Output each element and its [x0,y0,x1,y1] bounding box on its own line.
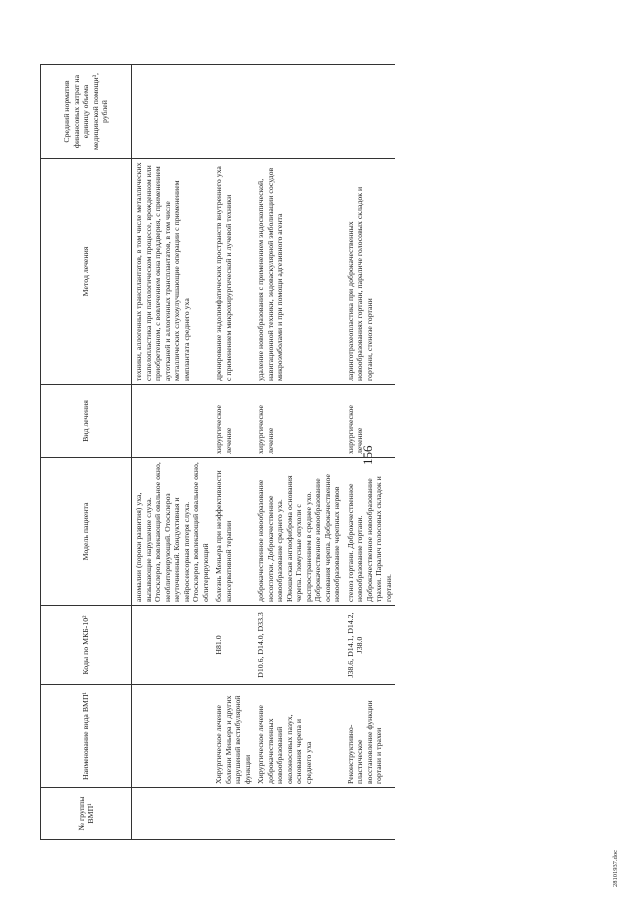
cell-vmp-name: Реконструктивно-пластическое восстановление функции гортани и трахеи [344,685,396,788]
cell-group-number [132,788,213,840]
cell-treatment-method: удаление новообразования с применением эндоскопической, навигационной техники, эндоваскулярной эмболизации сосудов микроэмболами и при помощи адгезивного агента [254,159,344,385]
header-treatment-method: Метод лечения [41,159,132,385]
cell-treatment-type: хирургическое лечение [254,385,344,458]
table-row [132,65,213,840]
vmp-table [40,64,395,840]
header-average-cost: Средний норматив финансовых затрат на единицу объема медицинской помощи³, рублей [41,65,132,159]
header-icd-codes: Коды по МКБ-10² [41,606,132,685]
page-number: 156 [360,445,375,465]
cell-treatment-type [132,385,213,458]
cell-average-cost [132,65,213,159]
cell-patient-model: стеноз гортани. Доброкачественное новообразование гортани. Доброкачественное новообразование трахеи. Паралич голосовых складок и гортани. [344,458,396,606]
cell-icd-codes: H81.0 [212,606,254,685]
cell-patient-model: болезнь Меньера при неэффективности консервативной терапии [212,458,254,606]
cell-icd-codes [132,606,213,685]
cell-treatment-method: ларинготрахеопластика при доброкачественных новообразованиях гортани, параличе голосовых складок и гортани, стенозе гортани [344,159,396,385]
cell-average-cost [212,65,254,159]
header-group-number: № группы ВМП¹ [41,788,132,840]
cell-icd-codes: D10.6, D14.0, D33.3 [254,606,344,685]
document-id: 28101937.doc [612,849,619,887]
table-row [254,65,344,840]
cell-group-number [212,788,254,840]
cell-average-cost [344,65,396,159]
table-row [212,65,254,840]
cell-vmp-name: Хирургическое лечение доброкачественных новообразований околоносовых пазух, основания черепа и среднего уха [254,685,344,788]
cell-patient-model: доброкачественное новообразование носоглотки. Доброкачественное новообразование среднего уха. Юношеская ангиофиброма основания черепа. Гломусные опухоли с распространением в среднее ухо. Доброкачественное новообразование основания черепа. Доброкачественное новообразование черепных нервов [254,458,344,606]
cell-treatment-method: дренирование эндолимфатических пространств внутреннего уха с применением микрохирургической и лучевой техники [212,159,254,385]
header-treatment-type: Вид лечения [41,385,132,458]
cell-group-number [254,788,344,840]
cell-patient-model: аномалии (пороки развития) уха, вызывающие нарушение слуха. Отосклероз, вовлекающий овальное окно, необлитерирующий. Отосклероз неуточненный. Кондуктивная и нейросенсорная потеря слуха. Отосклероз, вовлекающий овальное окно, облитерирующий [132,458,213,606]
table-row [344,65,396,840]
cell-treatment-type: хирургическое лечение [212,385,254,458]
table-header-row [41,65,132,840]
cell-treatment-type: хирургическое лечение [344,385,396,458]
cell-vmp-name: Хирургическое лечение болезни Меньера и других нарушений вестибулярной функции [212,685,254,788]
cell-icd-codes: J38.6, D14.1, D14.2, J38.0 [344,606,396,685]
cell-average-cost [254,65,344,159]
header-patient-model: Модель пациента [41,458,132,606]
cell-vmp-name [132,685,213,788]
header-vmp-name: Наименование вида ВМП¹ [41,685,132,788]
cell-treatment-method: техники, аллогенных трансплантатов, в том числе металлических стапелопластика при патологическом процессе, врожденном или приобретенном, с вовлечением окна преддверия, с применением аутотканей и аллогенных трансплантатов, в том числе металлических слухоулучшающие операции с применением имплантата среднего уха [132,159,213,385]
cell-group-number [344,788,396,840]
